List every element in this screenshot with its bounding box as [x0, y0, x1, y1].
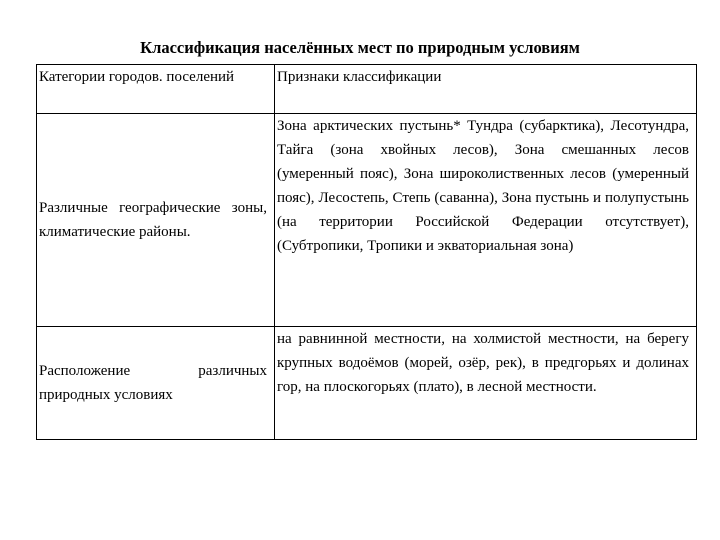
header-categories-cell: Категории городов. поселений [37, 65, 275, 114]
document-title: Классификация населённых мест по природным условиям [140, 38, 580, 57]
features-cell-location: на равнинной местности, на холмистой местности, на берегу крупных водоёмов (морей, озёр, рек), в предгорьях и долинах гор, на плоскогорьях (плато), в лесной местности. [275, 327, 697, 440]
category-cell-zones: Различные географические зоны, климатические районы. [37, 114, 275, 327]
header-features-cell: Признаки классификации [275, 65, 697, 114]
features-cell-zones: Зона арктических пустынь* Тундра (субарктика), Лесотундра, Тайга (зона хвойных лесов), Зона смешанных лесов (умеренный пояс), Зона широколиственных лесов (умеренный пояс), Лесостепь, Степь (саванна), Зона пустынь и полупустынь (на территории Российской Федерации отсутствует), (Субтропики, Тропики и экваториальная зона) [275, 114, 697, 327]
table-row [37, 327, 697, 440]
table-header-row [37, 65, 697, 114]
classification-table [36, 64, 697, 440]
table-row [37, 114, 697, 327]
category-cell-location: Расположение различных природных условиях [37, 327, 275, 440]
